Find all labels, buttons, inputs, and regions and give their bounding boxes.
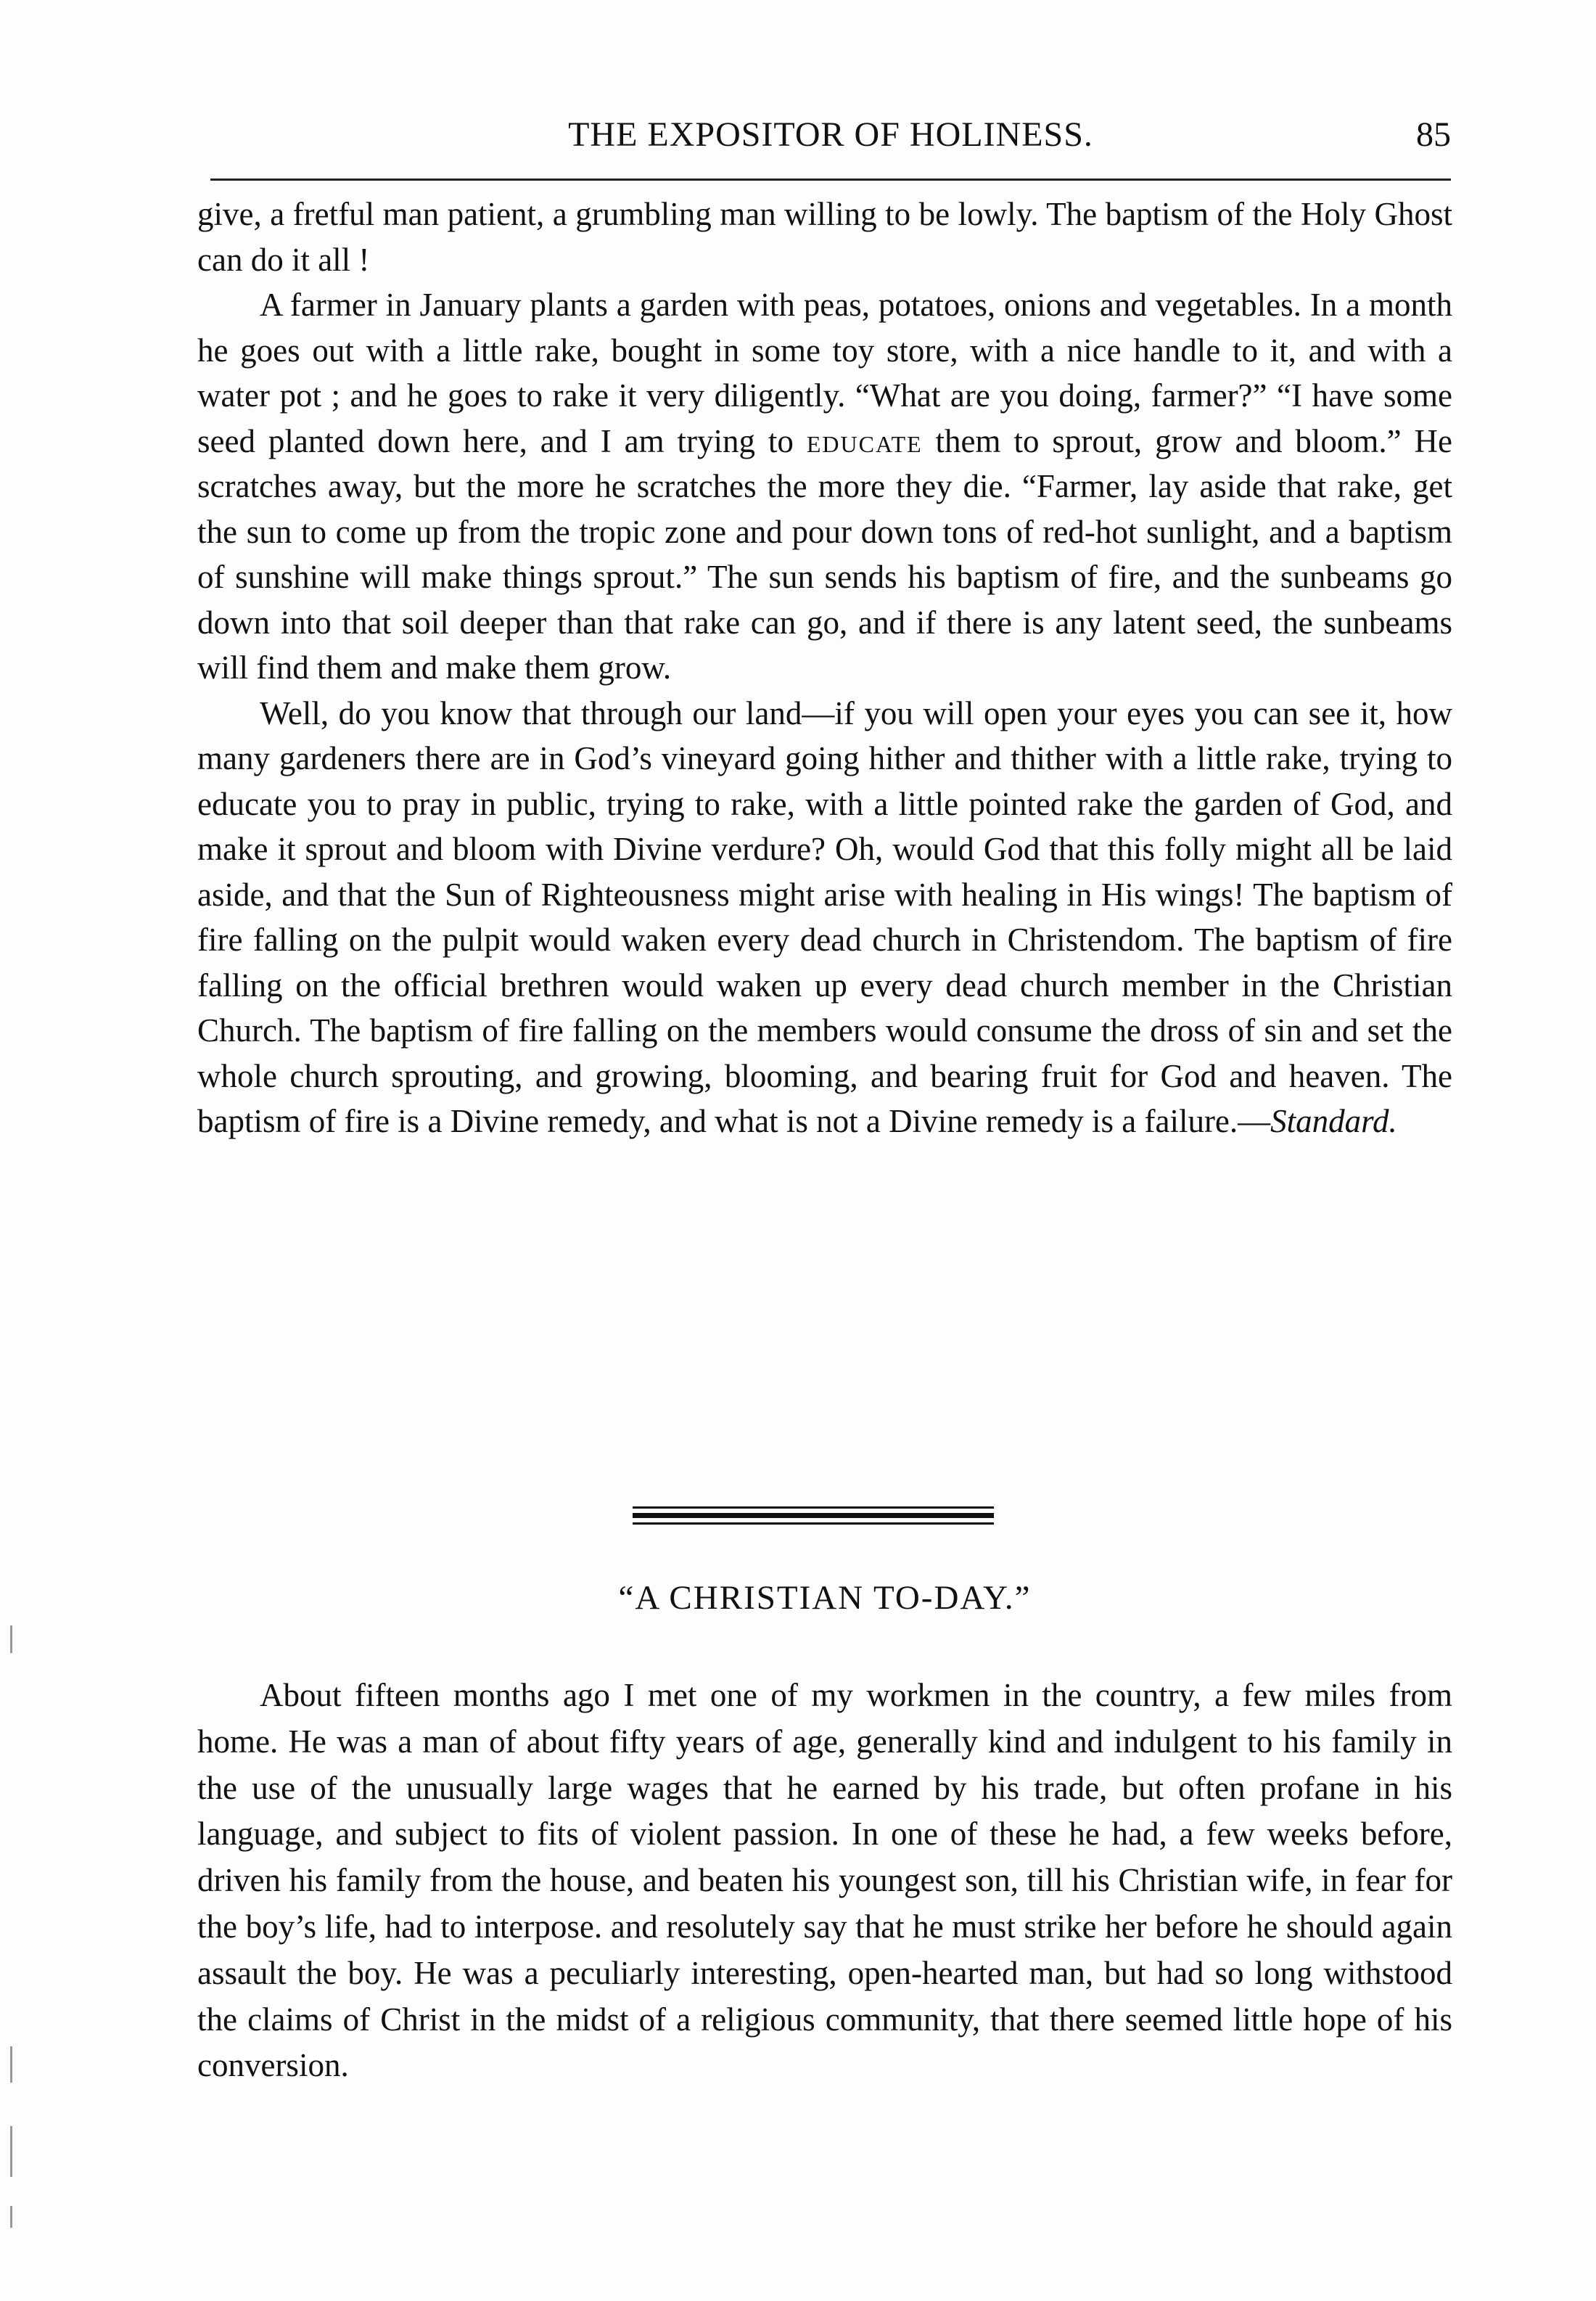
scan-artifact (10, 2206, 12, 2228)
running-title: THE EXPOSITOR OF HOLINESS. (568, 115, 1093, 154)
paragraph-text: About fifteen months ago I met one of my workmen in the country, a few miles from home. He was a man of about fifty years of age, generally kind and indulgent to his family in the use of the unusually large wages that he earned by his trade, but often profane in his language, and subject to fits of violent passion. In one of these he had, a few weeks before, driven his family from the house, and beaten his youngest son, till his Christian wife, in fear for the boy’s life, had to interpose. and resolutely say that he must strike her before he should again assault the boy. He was a peculiarly interesting, open-hearted man, but had so long withstood the claims of Christ in the midst of a religious community, that there seemed little hope of his conversion. (197, 1677, 1452, 2084)
source-attribution: Standard. (1270, 1103, 1397, 1139)
paragraph-text: them to sprout, grow and bloom.” He scratches away, but the more he scratches the more they die. “Farmer, lay aside that rake, get the sun to come up from the tropic zone and pour down tons of red-hot sunlight, and a baptism of sunshine will make things sprout.” The sun sends his baptism of fire, and the sunbeams go down into that soil deeper than that rake can go, and if there is any latent seed, the sunbeams will find them and make them grow. (197, 422, 1452, 686)
section-divider-ornament (633, 1506, 994, 1527)
second-article (197, 1673, 1452, 2089)
paragraph-text: Well, do you know that through our land—if you will open your eyes you can see it, how many gardeners there are in God’s vineyard going hither and thither with a little rake, trying to educate you to pray in public, trying to rake, with a little pointed rake the garden of God, and make it sprout and bloom with Divine verdure? Oh, would God that this folly might all be laid aside, and that the Sun of Righteousness might arise with healing in His wings! The baptism of fire falling on the pulpit would waken every dead church in Christendom. The baptism of fire falling on the official brethren would waken up every dead church member in the Christian Church. The baptism of fire falling on the members would consume the dross of sin and set the whole church sprouting, and growing, blooming, and bearing fruit for God and heaven. The baptism of fire is a Divine remedy, and what is not a Divine remedy is a failure.— (197, 694, 1452, 1139)
scan-artifact (10, 2046, 12, 2083)
first-article (197, 192, 1452, 1144)
divider-rule (633, 1506, 994, 1509)
emphasized-word: educate (806, 422, 923, 459)
paragraph (197, 691, 1452, 1144)
divider-thick-rule (633, 1513, 994, 1518)
page-number: 85 (1416, 115, 1451, 154)
paragraph-text: give, a fretful man patient, a grumbling man willing to be lowly. The baptism of the Holy Ghost can do it all ! (197, 196, 1452, 278)
paragraph (197, 1673, 1452, 2089)
scan-artifact (10, 1625, 12, 1653)
scan-artifact (10, 2126, 12, 2177)
scan-margin-marks (0, 1625, 29, 2279)
divider-rule (633, 1522, 994, 1525)
running-head (210, 115, 1451, 165)
paragraph (197, 282, 1452, 691)
paragraph-text: A farmer in January plants a garden with peas, potatoes, onions and vegetables. In a month he goes out with a little rake, bought in some toy store, with a nice handle to it, and with a water pot ; and he goes to rake it very diligently. “What are you doing, farmer?” “I have some seed planted down here, and I am trying to (197, 287, 1452, 459)
article-title: “A CHRISTIAN TO-DAY.” (618, 1579, 1032, 1617)
header-rule (210, 179, 1451, 181)
paragraph (197, 192, 1452, 282)
